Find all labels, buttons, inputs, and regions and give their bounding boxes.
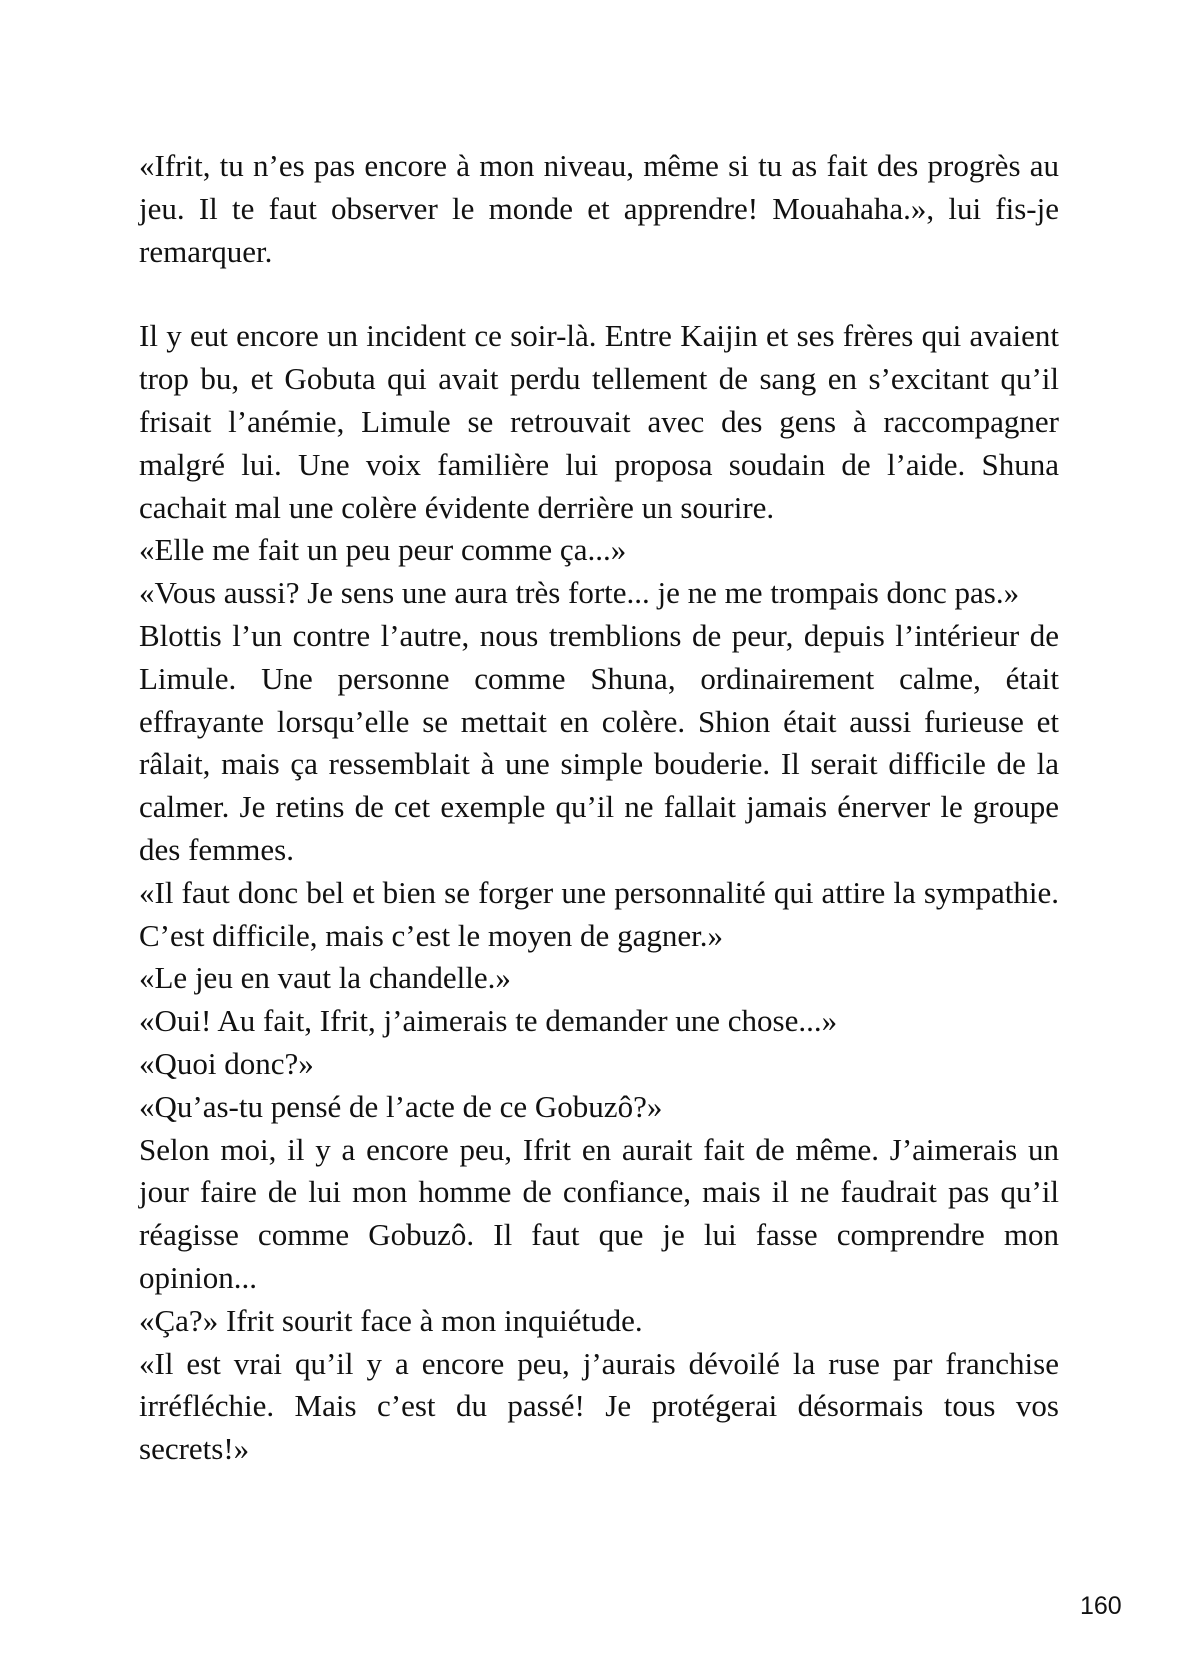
paragraph-7: «Le jeu en vaut la chandelle.»: [139, 960, 511, 996]
paragraph-9: «Quoi donc?»: [139, 1045, 314, 1081]
paragraph-10: «Qu’as-tu pensé de l’acte de ce Gobuzô?»: [139, 1088, 663, 1124]
paragraph-13: «Il est vrai qu’il y a encore peu, j’aurais dévoilé la ruse par franchise irréfléchie. Mais c’est du passé! Je protégerai désormais tous vos secrets!»: [139, 1345, 1059, 1467]
paragraph-8: «Oui! Au fait, Ifrit, j’aimerais te demander une chose...»: [139, 1003, 838, 1039]
paragraph-6: «Il faut donc bel et bien se forger une personnalité qui attire la sympathie. C’est difficile, mais c’est le moyen de gagner.»: [139, 874, 1059, 953]
paragraph-5: Blottis l’un contre l’autre, nous tremblions de peur, depuis l’intérieur de Limule. Une personne comme Shuna, ordinairement calme, était effrayante lorsqu’elle se mettait en colère. Shion était aussi furieuse et râlait, mais ça ressemblait à une simple bouderie. Il serait difficile de la calmer. Je retins de cet exemple qu’il ne fallait jamais énerver le groupe des femmes.: [139, 617, 1059, 867]
paragraph-1: «Ifrit, tu n’es pas encore à mon niveau, même si tu as fait des progrès au jeu. Il te faut observer le monde et apprendre! Mouahaha.», lui fis-je remarquer.: [139, 148, 1059, 269]
paragraph-4: «Vous aussi? Je sens une aura très forte... je ne me trompais donc pas.»: [139, 575, 1020, 611]
body-text: [139, 145, 1059, 1471]
paragraph-2: Il y eut encore un incident ce soir-là. Entre Kaijin et ses frères qui avaient trop bu, et Gobuta qui avait perdu tellement de sang en s’excitant qu’il frisait l’anémie, Limule se retrouvait avec des gens à raccompagner malgré lui. Une voix familière lui proposa soudain de l’aide. Shuna cachait mal une colère évidente derrière un sourire.: [139, 318, 1059, 525]
paragraph-3: «Elle me fait un peu peur comme ça...»: [139, 532, 627, 568]
page-number: 160: [1080, 1592, 1122, 1620]
paragraph-12: «Ça?» Ifrit sourit face à mon inquiétude.: [139, 1302, 643, 1338]
paragraph-11: Selon moi, il y a encore peu, Ifrit en aurait fait de même. J’aimerais un jour faire de lui mon homme de confiance, mais il ne faudrait pas qu’il réagisse comme Gobuzô. Il faut que je lui fasse comprendre mon opinion...: [139, 1131, 1059, 1295]
